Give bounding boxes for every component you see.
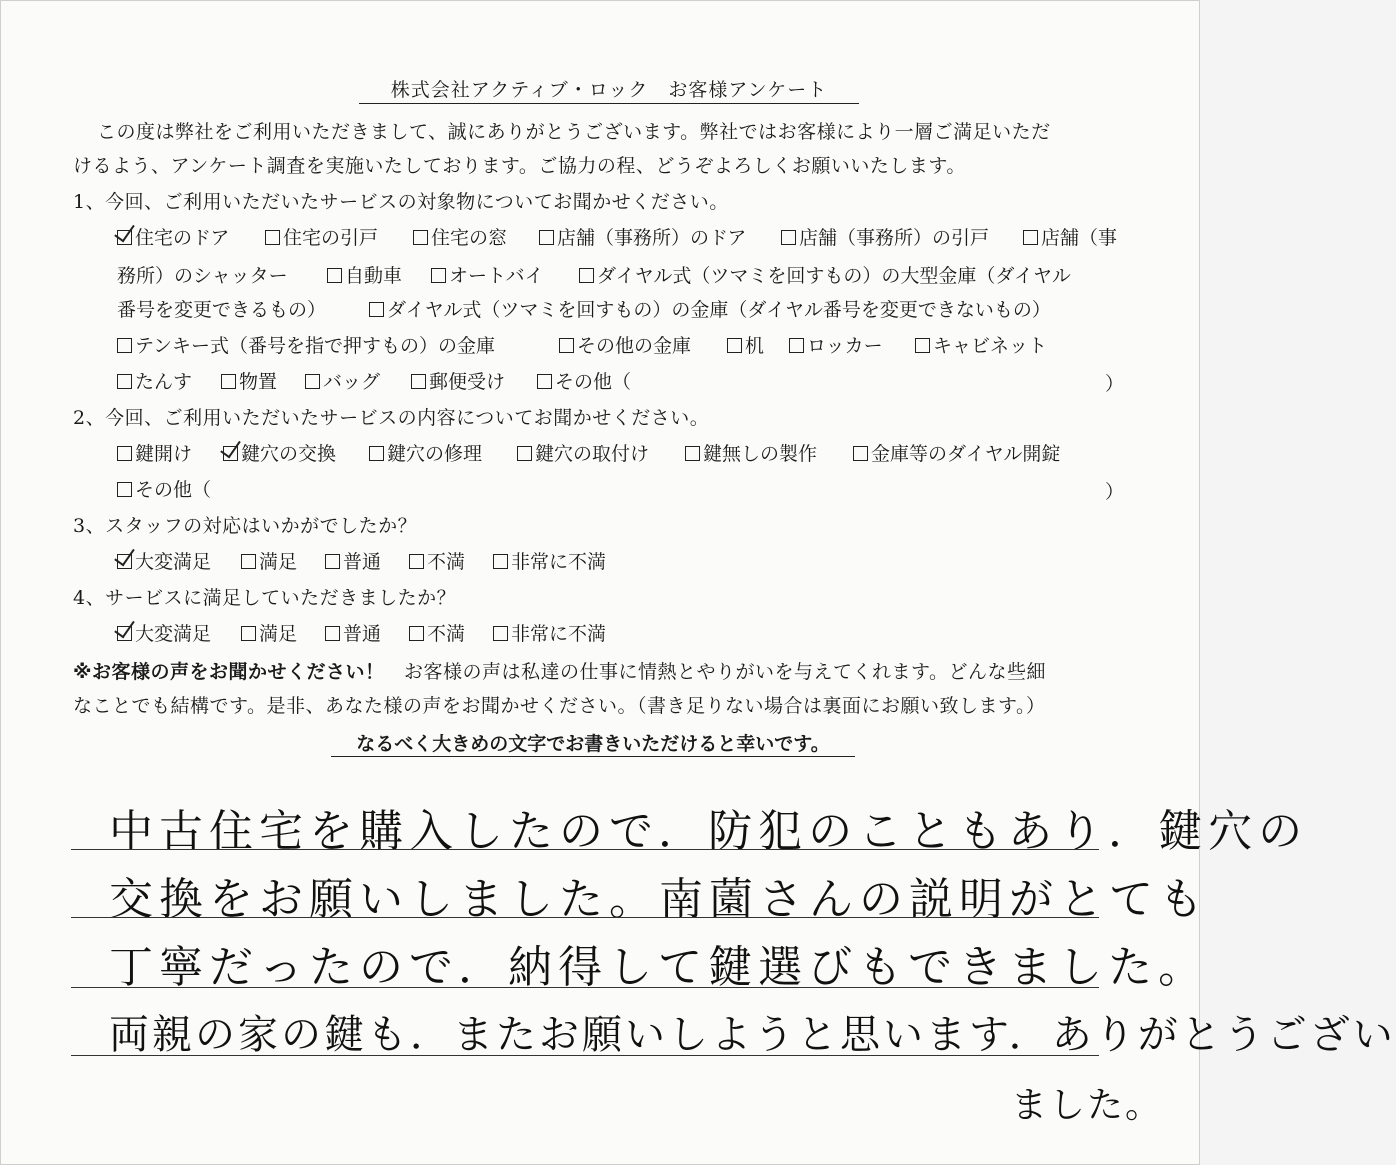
checkbox[interactable]: [241, 554, 256, 569]
checkbox[interactable]: [727, 338, 742, 353]
checkbox[interactable]: [411, 374, 426, 389]
checkbox[interactable]: [539, 230, 554, 245]
checkbox[interactable]: [327, 268, 342, 283]
writing-rule: [71, 987, 1099, 988]
q1-option[interactable]: 郵便受け: [411, 367, 505, 394]
checkbox[interactable]: [493, 626, 508, 641]
voice-line-1: [73, 657, 1046, 684]
q3-option[interactable]: 不満: [409, 547, 465, 574]
checkbox[interactable]: [1023, 230, 1038, 245]
q1-option[interactable]: バッグ: [305, 367, 380, 394]
checkbox[interactable]: [409, 626, 424, 641]
checkbox[interactable]: [369, 302, 384, 317]
checkbox[interactable]: [789, 338, 804, 353]
q1-option[interactable]: ロッカー: [789, 331, 883, 358]
q1-option-other[interactable]: その他（: [537, 367, 631, 394]
q4-option[interactable]: 大変満足: [117, 619, 211, 646]
checkbox[interactable]: [117, 374, 132, 389]
checkbox[interactable]: [431, 268, 446, 283]
handwritten-line-1: 中古住宅を購入したので．防犯のこともあり．鍵穴の: [109, 806, 1309, 857]
checkbox[interactable]: [409, 554, 424, 569]
checkbox[interactable]: [493, 554, 508, 569]
q1-option-continued: 番号を変更できるもの）: [117, 299, 327, 321]
checkbox[interactable]: [117, 338, 132, 353]
q1-option[interactable]: 自動車: [327, 261, 402, 288]
q1-option[interactable]: 住宅の引戸: [265, 223, 378, 250]
checkbox[interactable]: [325, 554, 340, 569]
voice-text-1: お客様の声は私達の仕事に情熱とやりがいを与えてくれます。どんな些細: [404, 661, 1046, 683]
survey-title: 株式会社アクティブ・ロック お客様アンケート: [359, 75, 859, 104]
checkbox[interactable]: [369, 446, 384, 461]
q4-option[interactable]: 非常に不満: [493, 619, 606, 646]
intro-line-1: この度は弊社をご利用いただきまして、誠にありがとうございます。弊社ではお客様により一層ご満足いただ: [97, 121, 1051, 143]
intro-line-2: けるよう、アンケート調査を実施いたしております。ご協力の程、どうぞよろしくお願いいたします。: [73, 155, 966, 177]
checkbox[interactable]: [537, 374, 552, 389]
q2-option[interactable]: 鍵穴の交換: [223, 439, 336, 466]
q1-option[interactable]: 店舗（事: [1023, 223, 1117, 250]
handwritten-line-2: 交換をお願いしました。南薗さんの説明がとても: [109, 874, 1209, 925]
writing-rule: [71, 849, 1099, 850]
checkbox-checked[interactable]: [117, 626, 132, 641]
q1-option[interactable]: 店舗（事務所）の引戸: [781, 223, 989, 250]
q1-option[interactable]: 物置: [221, 367, 277, 394]
checkbox-checked[interactable]: [117, 230, 132, 245]
checkbox[interactable]: [305, 374, 320, 389]
q4-question: 4、サービスに満足していただきましたか？: [73, 587, 457, 609]
q2-other-close-paren: ）: [1105, 481, 1125, 503]
checkbox[interactable]: [413, 230, 428, 245]
q1-option[interactable]: テンキー式（番号を指で押すもの）の金庫: [117, 331, 495, 358]
writing-rule: [71, 1055, 1099, 1056]
checkbox[interactable]: [579, 268, 594, 283]
q3-question: 3、スタッフの対応はいかがでしたか？: [73, 515, 418, 537]
checkbox-checked[interactable]: [117, 554, 132, 569]
handwritten-line-5: ました。: [1011, 1085, 1164, 1126]
checkbox[interactable]: [325, 626, 340, 641]
q1-option[interactable]: ダイヤル式（ツマミを回すもの）の大型金庫（ダイヤル: [579, 261, 1071, 288]
q1-option[interactable]: オートバイ: [431, 261, 544, 288]
q2-question: 2、今回、ご利用いただいたサービスの内容についてお聞かせください。: [73, 407, 710, 429]
q2-option-other[interactable]: その他（: [117, 475, 211, 502]
checkbox[interactable]: [915, 338, 930, 353]
checkbox[interactable]: [853, 446, 868, 461]
checkbox[interactable]: [117, 446, 132, 461]
q2-option[interactable]: 金庫等のダイヤル開錠: [853, 439, 1060, 466]
checkbox[interactable]: [559, 338, 574, 353]
q1-option[interactable]: 住宅の窓: [413, 223, 507, 250]
checkbox[interactable]: [781, 230, 796, 245]
voice-note: なるべく大きめの文字でお書きいただけると幸いです。: [331, 729, 855, 757]
voice-text-2: なことでも結構です。是非、あなた様の声をお聞かせください。（書き足りない場合は裏面にお願い致します。）: [73, 695, 1046, 717]
q1-option[interactable]: ダイヤル式（ツマミを回すもの）の金庫（ダイヤル番号を変更できないもの）: [369, 295, 1051, 322]
q4-option[interactable]: 満足: [241, 619, 297, 646]
q1-option-continued: 務所）のシャッター: [117, 265, 288, 287]
q2-option[interactable]: 鍵無しの製作: [685, 439, 817, 466]
handwritten-line-3: 丁寧だったので．納得して鍵選びもできました。: [109, 942, 1209, 993]
q1-option[interactable]: 机: [727, 331, 764, 358]
checkbox[interactable]: [685, 446, 700, 461]
checkbox-checked[interactable]: [223, 446, 238, 461]
q3-option[interactable]: 非常に不満: [493, 547, 606, 574]
q1-question: 1、今回、ご利用いただいたサービスの対象物についてお聞かせください。: [73, 191, 729, 213]
q1-option[interactable]: たんす: [117, 367, 192, 394]
q3-option[interactable]: 普通: [325, 547, 381, 574]
q1-option[interactable]: 店舗（事務所）のドア: [539, 223, 746, 250]
q3-option[interactable]: 満足: [241, 547, 297, 574]
q3-option[interactable]: 大変満足: [117, 547, 211, 574]
checkbox[interactable]: [117, 482, 132, 497]
q2-option[interactable]: 鍵穴の修理: [369, 439, 482, 466]
q2-option[interactable]: 鍵穴の取付け: [517, 439, 649, 466]
checkbox[interactable]: [265, 230, 280, 245]
q1-option[interactable]: その他の金庫: [559, 331, 691, 358]
voice-heading: ※お客様の声をお聞かせください！: [73, 661, 385, 683]
q2-option[interactable]: 鍵開け: [117, 439, 192, 466]
writing-rule: [71, 917, 1099, 918]
checkbox[interactable]: [241, 626, 256, 641]
q1-option[interactable]: キャビネット: [915, 331, 1047, 358]
checkbox[interactable]: [221, 374, 236, 389]
checkbox[interactable]: [517, 446, 532, 461]
q4-option[interactable]: 普通: [325, 619, 381, 646]
q1-option[interactable]: 住宅のドア: [117, 223, 229, 250]
q1-other-close-paren: ）: [1105, 373, 1125, 395]
q4-option[interactable]: 不満: [409, 619, 465, 646]
handwritten-line-4: 両親の家の鍵も．またお願いしようと思います．ありがとうござい: [109, 1012, 1396, 1058]
